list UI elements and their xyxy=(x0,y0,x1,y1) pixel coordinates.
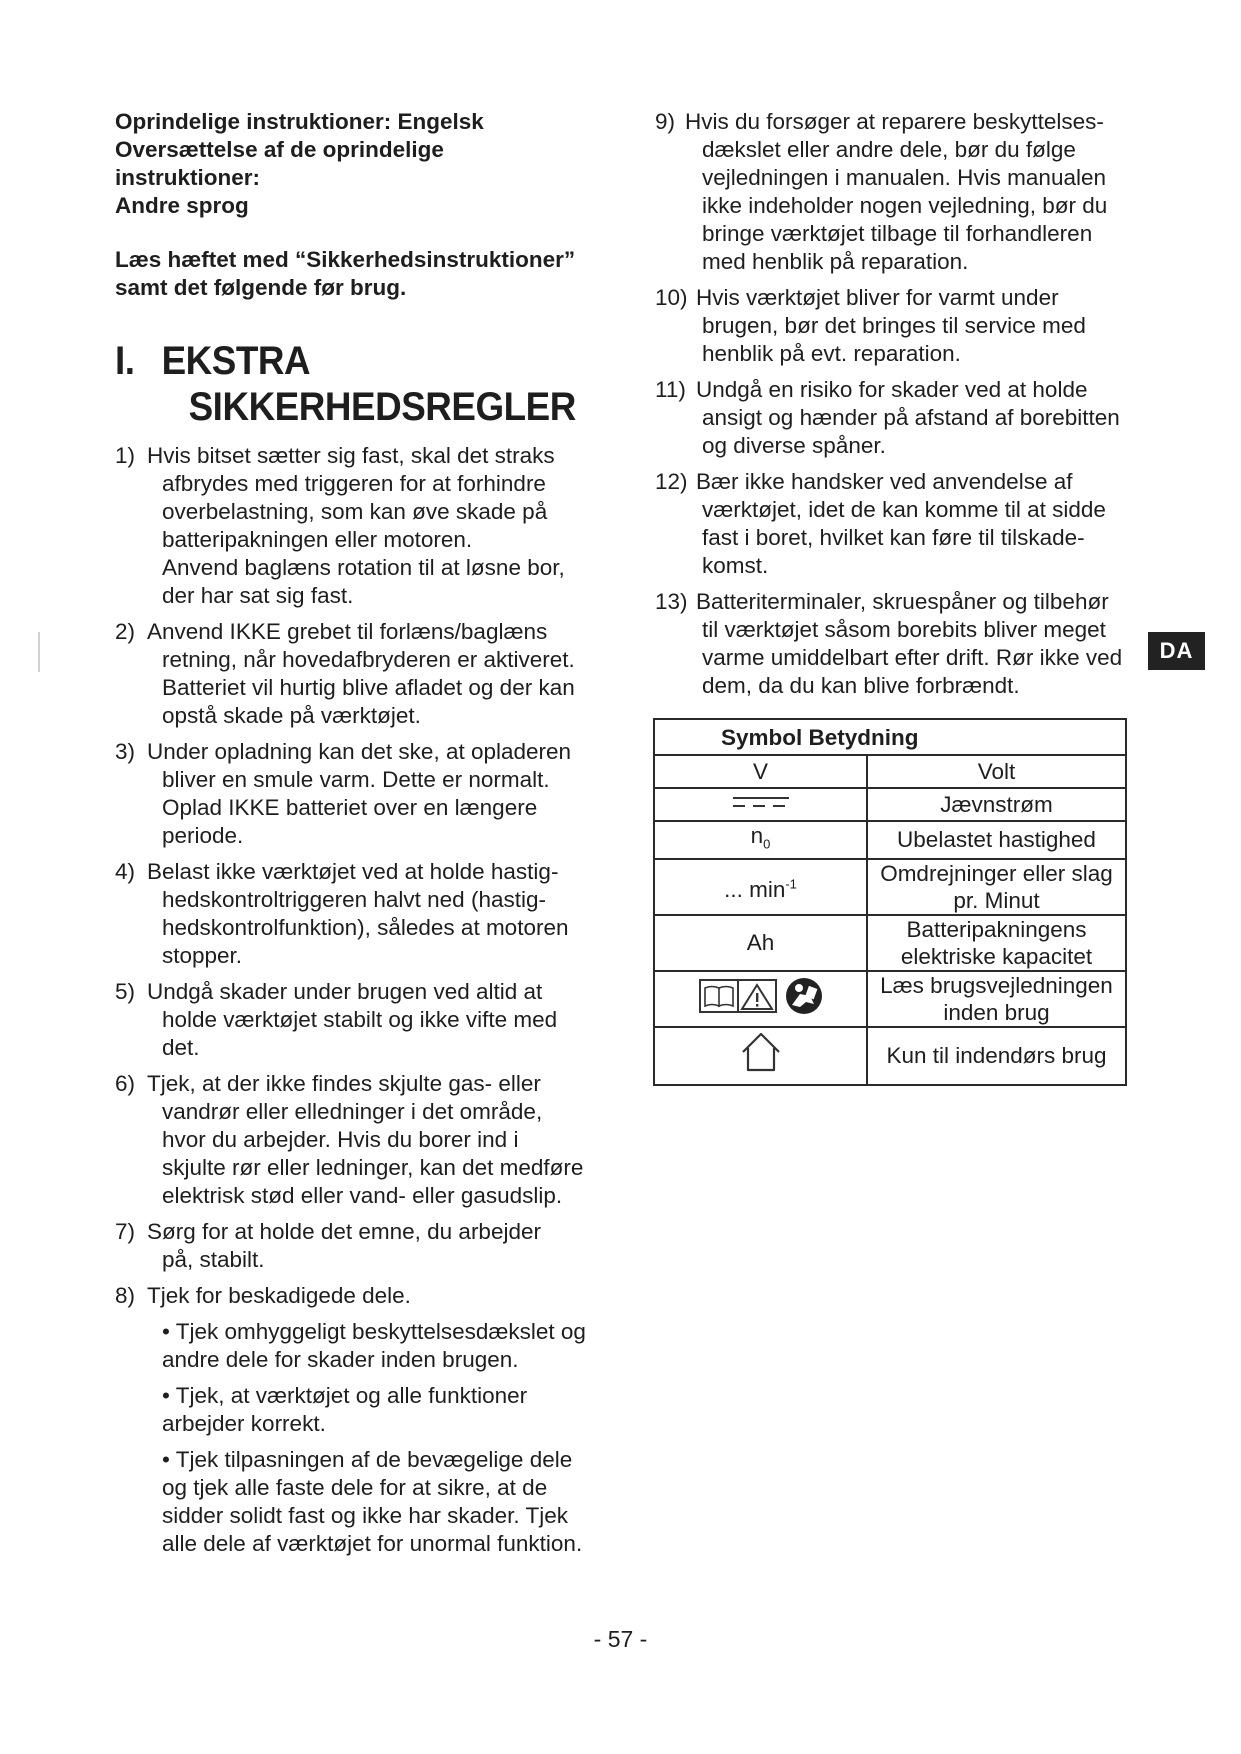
table-row xyxy=(654,1027,1126,1085)
meaning-cell xyxy=(867,1027,1126,1085)
item-line: opstå skade på værktøjet. xyxy=(162,703,421,728)
item-line: fast i boret, hvilket kan føre til tilskade- xyxy=(702,525,1085,550)
item-line: periode. xyxy=(162,823,244,848)
item-line: det. xyxy=(162,1035,200,1060)
meaning-text: pr. Minut xyxy=(953,887,1040,913)
bullet-line: og tjek alle faste dele for at sikre, at de xyxy=(162,1475,548,1500)
warning-triangle-icon xyxy=(738,980,776,1012)
list-item xyxy=(115,738,595,850)
item-line: retning, når hovedafbryderen er aktiveret. xyxy=(162,647,575,672)
read-manual-icons xyxy=(696,974,826,1018)
item-number: 12) xyxy=(655,469,688,494)
bullet-line: andre dele for skader inden brugen. xyxy=(162,1347,519,1372)
item-number: 9) xyxy=(655,109,676,134)
right-column xyxy=(655,108,1125,708)
intro-line: Andre sprog xyxy=(115,193,249,218)
item-line: Undgå en risiko for skader ved at holde xyxy=(696,377,1088,402)
table-row xyxy=(654,821,1126,859)
table-row xyxy=(654,755,1126,788)
item-line: vandrør eller elledninger i det område, xyxy=(162,1099,543,1124)
table-row xyxy=(654,915,1126,971)
list-item xyxy=(115,858,595,970)
language-tab: DA xyxy=(1148,632,1205,670)
item-line: Oplad IKKE batteriet over en længere xyxy=(162,795,538,820)
bullet-line: sidder solidt fast og ikke har skader. Tjek xyxy=(162,1503,569,1528)
left-column xyxy=(115,108,595,1566)
item-number: 13) xyxy=(655,589,688,614)
bullet-line: arbejder korrekt. xyxy=(162,1411,326,1436)
item-line: skjulte rør eller ledninger, kan det medføre xyxy=(162,1155,584,1180)
page-number: - 57 - xyxy=(593,1626,648,1652)
bullet-line: • Tjek, at værktøjet og alle funktioner xyxy=(162,1383,528,1408)
symbol-cell xyxy=(654,755,867,788)
list-item xyxy=(115,1282,595,1310)
check-bullet-list xyxy=(115,1318,595,1558)
list-item xyxy=(655,588,1125,700)
symbol-superscript: -1 xyxy=(785,876,797,892)
item-line: Bær ikke handsker ved anvendelse af xyxy=(696,469,1073,494)
item-number: 10) xyxy=(655,285,688,310)
bullet-item xyxy=(162,1318,595,1374)
item-line: bringe værktøjet tilbage til forhandleren xyxy=(702,221,1093,246)
meaning-cell xyxy=(867,859,1126,915)
item-line: Undgå skader under brugen ved altid at xyxy=(147,979,543,1004)
item-number: 11) xyxy=(655,377,686,402)
item-number: 5) xyxy=(115,979,136,1004)
item-line: overbelastning, som kan øve skade på xyxy=(162,499,548,524)
list-item xyxy=(655,284,1125,368)
meaning-text: Jævnstrøm xyxy=(940,792,1053,817)
item-number: 1) xyxy=(115,443,136,468)
item-line: komst. xyxy=(702,553,769,578)
item-line: Anvend baglæns rotation til at løsne bor, xyxy=(162,555,565,580)
item-line: hvor du arbejder. Hvis du borer ind i xyxy=(162,1127,519,1152)
item-number: 2) xyxy=(115,619,136,644)
symbol-cell xyxy=(654,859,867,915)
item-line: værktøjet, idet de kan komme til at sidde xyxy=(702,497,1106,522)
item-line: holde værktøjet stabilt og ikke vifte med xyxy=(162,1007,558,1032)
item-line: varme umiddelbart efter drift. Rør ikke ved xyxy=(702,645,1123,670)
item-number: 4) xyxy=(115,859,136,884)
symbol-text: ... min xyxy=(724,876,786,902)
item-line: Hvis bitset sætter sig fast, skal det straks xyxy=(147,443,555,468)
item-line: hedskontroltriggeren halvt ned (hastig- xyxy=(162,887,546,912)
intro-line: Læs hæftet med “Sikkerhedsinstruktioner” xyxy=(115,247,576,272)
list-item xyxy=(655,108,1125,276)
symbol-cell xyxy=(654,788,867,821)
symbol-per-minute xyxy=(724,877,797,902)
meaning-cell xyxy=(867,821,1126,859)
item-line: på, stabilt. xyxy=(162,1247,265,1272)
list-item xyxy=(115,1218,595,1274)
symbol-text: n xyxy=(750,823,764,848)
symbol-volt: V xyxy=(752,759,768,784)
item-line: brugen, bør det bringes til service med xyxy=(702,313,1086,338)
item-line: Tjek for beskadigede dele. xyxy=(147,1283,411,1308)
margin-mark xyxy=(38,632,40,672)
symbol-table xyxy=(653,718,1127,1086)
item-line: Under opladning kan det ske, at opladeren xyxy=(147,739,572,764)
meaning-text: Læs brugsvejledningen xyxy=(880,972,1113,998)
item-line: Batteriet vil hurtig blive afladet og der kan xyxy=(162,675,575,700)
intro-line: samt det følgende før brug. xyxy=(115,275,407,300)
intro-read-first xyxy=(115,246,595,302)
item-line: med henblik på reparation. xyxy=(702,249,969,274)
intro-original-language xyxy=(115,108,595,220)
symbol-cell xyxy=(654,915,867,971)
item-number: 6) xyxy=(115,1071,136,1096)
meaning-cell xyxy=(867,971,1126,1027)
table-row xyxy=(654,788,1126,821)
list-item xyxy=(655,376,1125,460)
table-row xyxy=(654,971,1126,1027)
item-line: dem, da du kan blive forbrændt. xyxy=(702,673,1020,698)
symbol-cell xyxy=(654,821,867,859)
symbol-no-load-speed xyxy=(750,823,771,852)
list-item xyxy=(655,468,1125,580)
item-line: Sørg for at holde det emne, du arbejder xyxy=(147,1219,541,1244)
symbol-ampere-hour: Ah xyxy=(746,930,775,955)
section-title-line2: SIKKERHEDSREGLER xyxy=(188,385,576,429)
bullet-line: • Tjek tilpasningen af de bevægelige dele xyxy=(162,1447,573,1472)
item-line: stopper. xyxy=(162,943,243,968)
meaning-text: Batteripakningens xyxy=(906,916,1087,942)
item-number: 7) xyxy=(115,1219,136,1244)
symbol-table-header xyxy=(654,719,1126,755)
meaning-text: Ubelastet hastighed xyxy=(897,827,1096,853)
meaning-cell xyxy=(867,755,1126,788)
list-item xyxy=(115,1070,595,1210)
bullet-item xyxy=(162,1446,595,1558)
meaning-text: elektriske kapacitet xyxy=(900,943,1093,969)
meaning-cell xyxy=(867,915,1126,971)
list-item xyxy=(115,442,595,610)
read-instructions-icon xyxy=(786,978,822,1014)
item-line: der har sat sig fast. xyxy=(162,583,354,608)
list-item xyxy=(115,978,595,1062)
section-title xyxy=(115,338,576,430)
item-line: elektrisk stød eller vand- eller gasudslip. xyxy=(162,1183,563,1208)
item-line: bliver en smule varm. Dette er normalt. xyxy=(162,767,550,792)
safety-rules-list-right xyxy=(655,108,1125,700)
item-line: hedskontrolfunktion), således at motoren xyxy=(162,915,569,940)
manual-book-icon xyxy=(700,980,738,1012)
meaning-text: Kun til indendørs brug xyxy=(886,1043,1107,1068)
meaning-text: Volt xyxy=(977,759,1016,784)
symbol-cell xyxy=(654,1027,867,1085)
symbol-subscript: 0 xyxy=(763,836,771,852)
item-line: Hvis værktøjet bliver for varmt under xyxy=(696,285,1059,310)
indoor-house-icon xyxy=(737,1030,785,1076)
meaning-text: inden brug xyxy=(943,999,1050,1025)
item-number: 3) xyxy=(115,739,136,764)
item-line: henblik på evt. reparation. xyxy=(702,341,961,366)
item-line: batteripakningen eller motoren. xyxy=(162,527,473,552)
item-line: vejledningen i manualen. Hvis manualen xyxy=(702,165,1107,190)
meaning-cell xyxy=(867,788,1126,821)
item-line: Tjek, at der ikke findes skjulte gas- eller xyxy=(147,1071,541,1096)
item-line: ikke indeholder nogen vejledning, bør du xyxy=(702,193,1108,218)
item-line: og diverse spåner. xyxy=(702,433,886,458)
bullet-line: • Tjek omhyggeligt beskyttelsesdækslet og xyxy=(162,1319,586,1344)
table-row xyxy=(654,859,1126,915)
item-number: 8) xyxy=(115,1283,136,1308)
item-line: afbrydes med triggeren for at forhindre xyxy=(162,471,546,496)
bullet-line: alle dele af værktøjet for unormal funktion. xyxy=(162,1531,583,1556)
section-title-line1: EKSTRA xyxy=(161,339,311,383)
direct-current-icon xyxy=(733,795,789,809)
safety-rules-list-left xyxy=(115,442,595,1310)
item-line: ansigt og hænder på afstand af borebitten xyxy=(702,405,1120,430)
item-line: til værktøjet såsom borebits bliver meget xyxy=(702,617,1106,642)
symbol-cell xyxy=(654,971,867,1027)
intro-line: Oversættelse af de oprindelige instruktioner: xyxy=(115,137,444,190)
item-line: Hvis du forsøger at reparere beskyttelses- xyxy=(685,109,1104,134)
item-line: dækslet eller andre dele, bør du følge xyxy=(702,137,1076,162)
item-line: Batteriterminaler, skruespåner og tilbehør xyxy=(696,589,1109,614)
bullet-item xyxy=(162,1382,595,1438)
intro-line: Oprindelige instruktioner: Engelsk xyxy=(115,109,484,134)
item-line: Anvend IKKE grebet til forlæns/baglæns xyxy=(147,619,548,644)
section-number: I. xyxy=(115,339,135,383)
meaning-text: Omdrejninger eller slag xyxy=(880,860,1113,886)
list-item xyxy=(115,618,595,730)
item-line: Belast ikke værktøjet ved at holde hastig- xyxy=(147,859,559,884)
symbol-table-header-text: Symbol Betydning xyxy=(721,724,919,750)
